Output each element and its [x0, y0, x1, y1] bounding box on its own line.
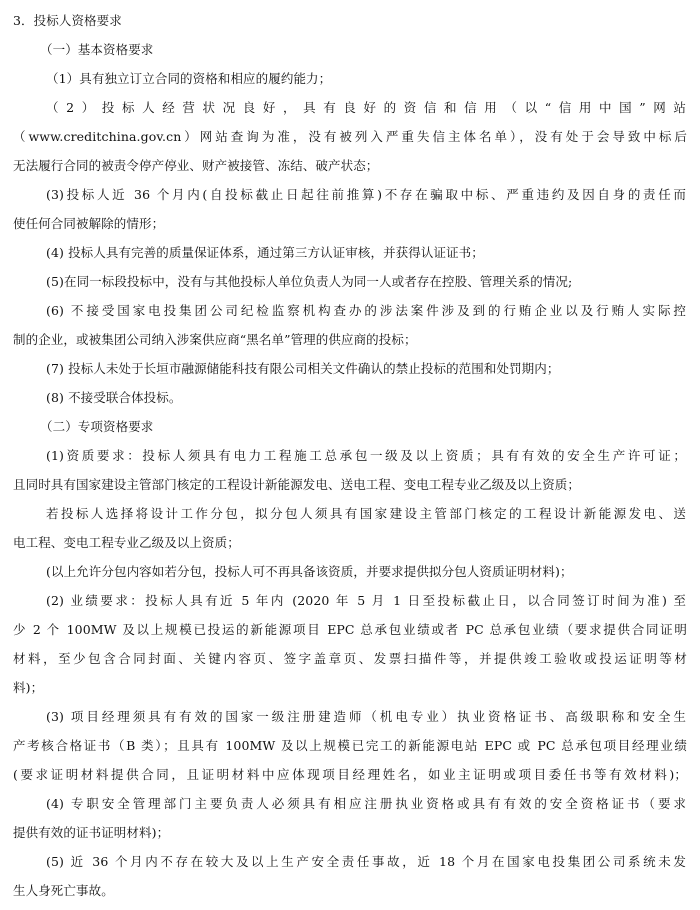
paragraph-line: (2) 业绩要求：投标人具有近 5 年内 (2020 年 5 月 1 日至投标截止日，以合同签订时间为准) 至 — [46, 593, 686, 608]
paragraph-line: 少 2 个 100MW 及以上规模已投运的新能源项目 EPC 总承包业绩或者 PC 总承包业绩（要求提供合同证明 — [13, 622, 687, 637]
paragraph-line: 且同时具有国家建设主管部门核定的工程设计新能源发电、送电工程、变电工程专业乙级及以上资质； — [13, 477, 581, 492]
paragraph-line: (3)投标人近 36 个月内(自投标截止日起往前推算)不存在骗取中标、严重违约及因自身的责任而 — [46, 187, 686, 202]
paragraph-line: 电工程、变电工程专业乙级及以上资质； — [13, 535, 240, 550]
paragraph-line: 生人身死亡事故。 — [13, 883, 114, 898]
tender-qualification-document — [0, 6, 700, 905]
paragraph-line: （2）投标人经营状况良好，具有良好的资信和信用（以“信用中国”网站 — [46, 100, 686, 115]
paragraph-line: (3) 项目经理须具有有效的国家一级注册建造师（机电专业）执业资格证书、高级职称和安全生 — [46, 709, 686, 724]
paragraph-line: (5)在同一标段投标中，没有与其他投标人单位负责人为同一人或者存在控股、管理关系的情况; — [46, 274, 573, 289]
paragraph-line: (1)资质要求：投标人须具有电力工程施工总承包一级及以上资质；具有有效的安全生产许可证； — [46, 448, 686, 463]
paragraph-line: (8) 不接受联合体投标。 — [46, 390, 182, 405]
paragraph-line: 使任何合同被解除的情形； — [13, 216, 165, 231]
paragraph-line: (4) 投标人具有完善的质量保证体系，通过第三方认证审核，并获得认证证书； — [46, 245, 484, 260]
subsection-heading: （一）基本资格要求 — [40, 42, 154, 57]
paragraph-line: (要求证明材料提供合同，且证明材料中应体现项目经理姓名，如业主证明或项目委任书等有效材料)； — [13, 767, 687, 782]
paragraph-line: (5) 近 36 个月内不存在较大及以上生产安全责任事故，近 18 个月在国家电投集团公司系统未发 — [46, 854, 686, 869]
paragraph-line: 提供有效的证书证明材料)； — [13, 825, 170, 840]
paragraph-line: （www.creditchina.gov.cn）网站查询为准，没有被列入严重失信主体名单），没有处于会导致中标后 — [13, 129, 687, 144]
section-heading: 3．投标人资格要求 — [13, 13, 122, 28]
subsection-heading: （二）专项资格要求 — [40, 419, 154, 434]
paragraph-line: （1）具有独立订立合同的资格和相应的履约能力； — [46, 71, 332, 86]
paragraph-line: (以上允许分包内容如若分包，投标人可不再具备该资质，并要求提供拟分包人资质证明材料)； — [46, 564, 573, 579]
paragraph-line: 料)； — [13, 680, 44, 695]
paragraph-line: 材料，至少包含合同封面、关键内容页、签字盖章页、发票扫描件等，并提供竣工验收或投运证明等材 — [13, 651, 687, 666]
paragraph-line: (7) 投标人未处于长垣市融源储能科技有限公司相关文件确认的禁止投标的范围和处罚期内； — [46, 361, 560, 376]
paragraph-line: 若投标人选择将设计工作分包，拟分包人须具有国家建设主管部门核定的工程设计新能源发电、送 — [46, 506, 686, 521]
paragraph-line: 制的企业，或被集团公司纳入涉案供应商“黑名单”管理的供应商的投标； — [13, 332, 417, 347]
paragraph-line: (4) 专职安全管理部门主要负责人必须具有相应注册执业资格或具有有效的安全资格证书（要求 — [46, 796, 686, 811]
paragraph-line: 产考核合格证书（B 类）；且具有 100MW 及以上规模已完工的新能源电站 EPC 或 PC 总承包项目经理业绩 — [13, 738, 687, 753]
paragraph-line: 无法履行合同的被责令停产停业、财产被接管、冻结、破产状态； — [13, 158, 379, 173]
paragraph-line: (6) 不接受国家电投集团公司纪检监察机构查办的涉法案件涉及到的行贿企业以及行贿人实际控 — [46, 303, 686, 318]
